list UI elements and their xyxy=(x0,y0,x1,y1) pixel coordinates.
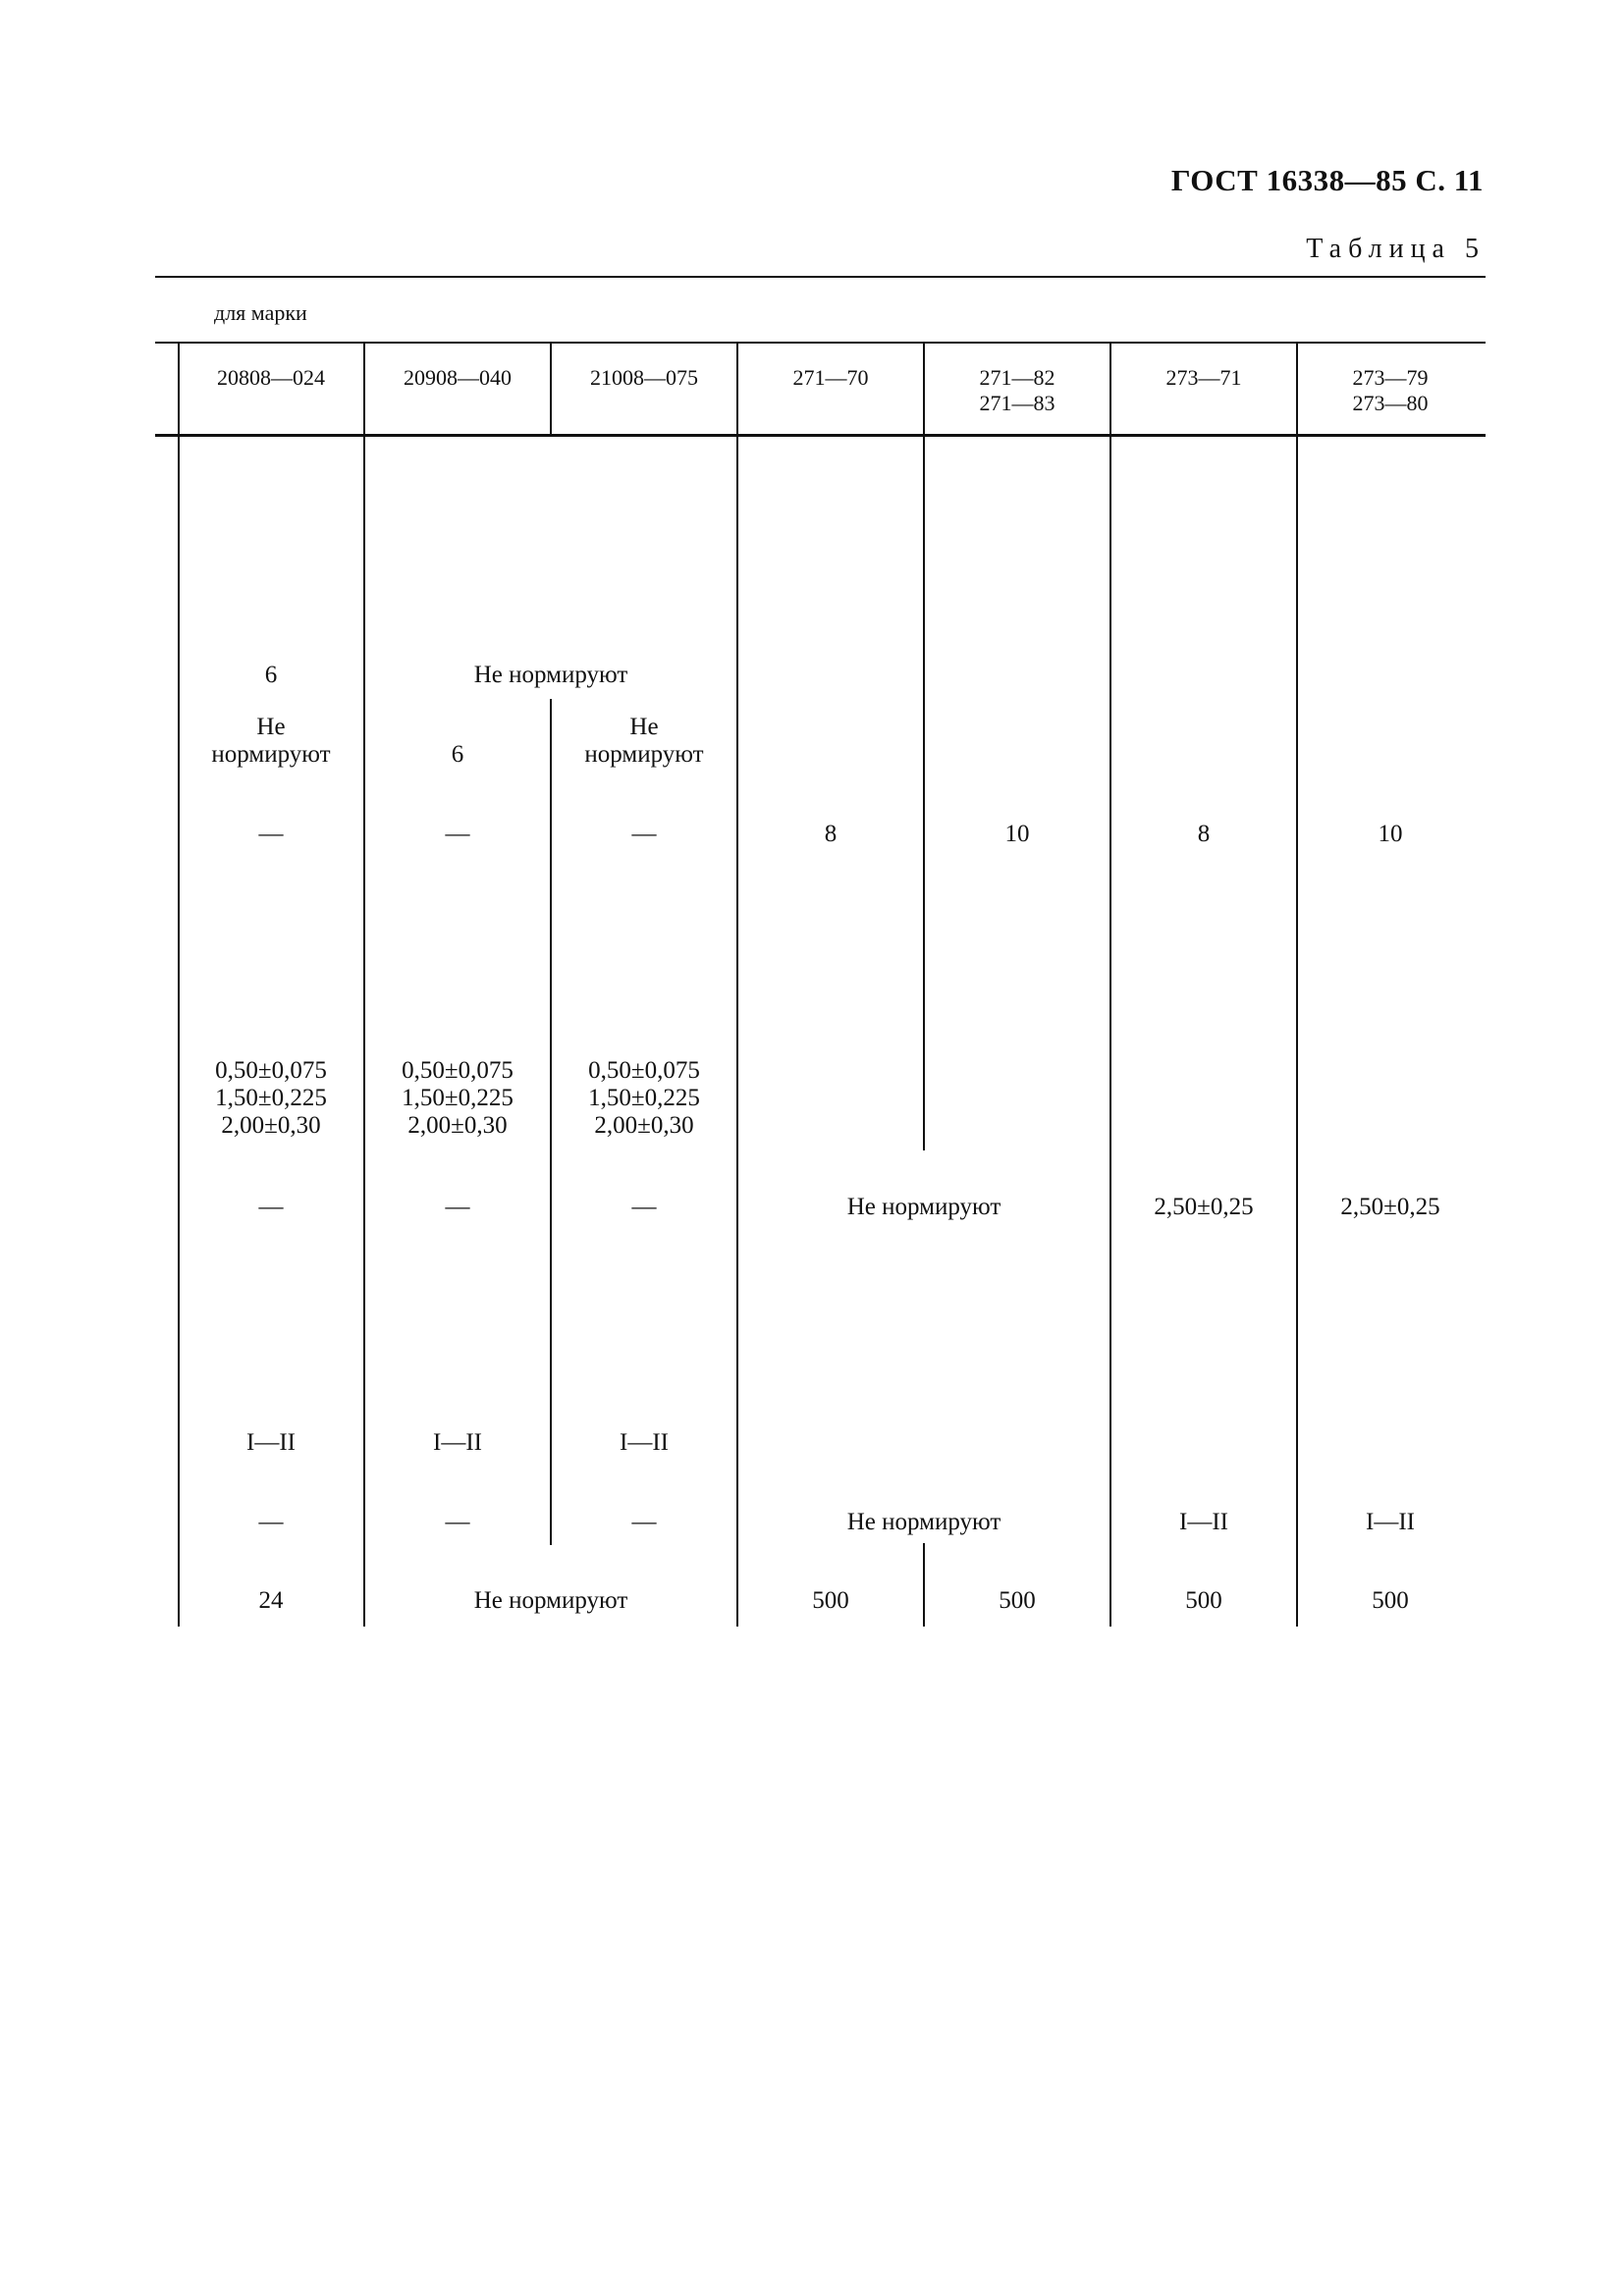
table-cell: 500 xyxy=(812,1587,849,1614)
table-cell: 6 xyxy=(264,662,278,688)
table-cell: — xyxy=(445,1194,470,1220)
table-cell: — xyxy=(258,1194,284,1220)
table-caption: для марки xyxy=(214,300,307,325)
table-cell: I—II xyxy=(620,1429,669,1456)
table-cell: 0,50±0,075 1,50±0,225 2,00±0,30 xyxy=(402,1057,514,1139)
column-header-1: 20808—024 xyxy=(217,365,325,390)
table-cell: 10 xyxy=(1004,821,1030,847)
table-cell: — xyxy=(631,1509,657,1535)
body-divider xyxy=(923,437,925,1150)
table-cell: Не нормируют xyxy=(846,1194,1001,1220)
table-cell: 500 xyxy=(1185,1587,1222,1614)
table-cell: I—II xyxy=(246,1429,296,1456)
table-cell: — xyxy=(631,1194,657,1220)
column-header-6: 273—71 xyxy=(1165,365,1242,390)
table-cell: — xyxy=(258,821,284,847)
table-cell: 500 xyxy=(999,1587,1036,1614)
table-cell: 24 xyxy=(258,1587,284,1614)
table-cell: 8 xyxy=(824,821,838,847)
table-header-bottom-rule xyxy=(155,434,1486,437)
table-cell: 8 xyxy=(1197,821,1211,847)
table-cell: I—II xyxy=(1179,1509,1228,1535)
column-header-2: 20908—040 xyxy=(404,365,512,390)
table-cell: — xyxy=(631,821,657,847)
column-header-5: 271—82 271—83 xyxy=(979,365,1055,415)
table-cell: 500 xyxy=(1372,1587,1409,1614)
column-header-7: 273—79 273—80 xyxy=(1352,365,1429,415)
table-cell: 2,50±0,25 xyxy=(1340,1194,1440,1220)
document-header: ГОСТ 16338—85 С. 11 xyxy=(1170,163,1484,197)
table-cell: Не нормируют xyxy=(584,714,704,768)
table-cell: Не нормируют xyxy=(846,1509,1001,1535)
table-cell: 6 xyxy=(451,741,464,768)
column-header-4: 271—70 xyxy=(792,365,869,390)
table-cell: Не нормируют xyxy=(473,1587,628,1614)
table-cell: — xyxy=(445,821,470,847)
table-cell: 0,50±0,075 1,50±0,225 2,00±0,30 xyxy=(215,1057,327,1139)
body-divider xyxy=(1109,437,1111,1627)
table-cell: — xyxy=(445,1509,470,1535)
column-header-3: 21008—075 xyxy=(590,365,698,390)
table-cell: I—II xyxy=(433,1429,482,1456)
table-top-rule xyxy=(155,276,1486,278)
table-cell: 0,50±0,075 1,50±0,225 2,00±0,30 xyxy=(588,1057,700,1139)
table-cell: 2,50±0,25 xyxy=(1154,1194,1254,1220)
table-cell: I—II xyxy=(1366,1509,1415,1535)
table-header-rule xyxy=(155,342,1486,344)
table-cell: 10 xyxy=(1378,821,1403,847)
table-cell: — xyxy=(258,1509,284,1535)
table-cell: Не нормируют xyxy=(211,714,331,768)
table-cell: Не нормируют xyxy=(473,662,628,688)
body-divider xyxy=(1296,437,1298,1627)
table-label: Таблица 5 xyxy=(1306,234,1486,264)
